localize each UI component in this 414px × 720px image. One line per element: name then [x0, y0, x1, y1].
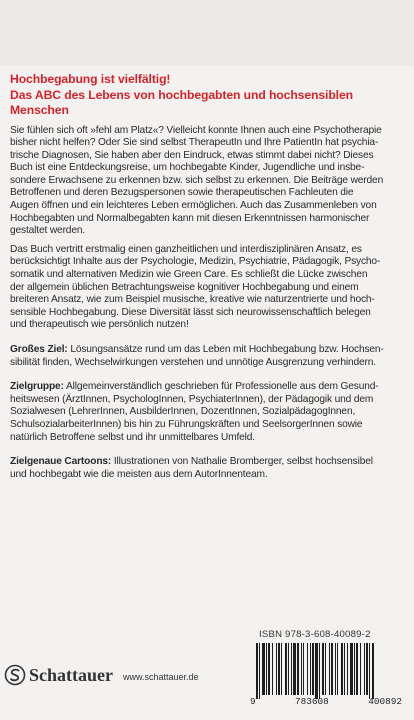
cartoons-line-2: und hochbegabt wie die meisten aus dem AutorInnenteam. [10, 468, 268, 480]
barcode-bar [337, 643, 338, 695]
headline-line-2: Das ABC des Lebens von hochbegabten und hochsensiblen Menschen [10, 87, 353, 117]
publisher-name: Schattauer [29, 664, 113, 685]
barcode-bar [322, 643, 324, 695]
intro-line: Sie fühlen sich oft »fehl am Platz«? Vielleicht konnte Ihnen auch eine Psychotherapie [10, 124, 382, 136]
barcode-digit-group-2: 400892 [368, 696, 402, 707]
intro-line: Betroffenen und deren Bezugspersonen sowie therapeutischen Fachleuten die [10, 187, 354, 199]
cartoons-text: Illustrationen von Nathalie Bromberger, selbst hochsensibel [111, 456, 373, 468]
barcode-bar [356, 643, 358, 695]
barcode-bar [259, 643, 260, 699]
barcode-bar [272, 643, 273, 695]
barcode-bar [366, 643, 368, 695]
top-band [0, 0, 414, 66]
publisher-url: www.schattauer.de [123, 672, 199, 682]
intro-line: Buch ist eine Entdeckungsreise, um hochbegabte Kinder, Jugendliche und insbe- [10, 162, 365, 174]
goal-label: Großes Ziel: [10, 344, 68, 355]
barcode-digit-group-1: 783608 [295, 696, 329, 707]
barcode-bar [325, 643, 326, 695]
cartoons-line-1 [10, 456, 406, 469]
publisher-logo [4, 664, 113, 686]
intro-paragraph [10, 125, 406, 238]
isbn-label: ISBN 978-3-608-40089-2 [259, 629, 371, 640]
headline [10, 72, 406, 119]
barcode-bar [307, 643, 308, 695]
barcode-bar [347, 643, 348, 695]
approach-line: der allgemein üblichen Betrachtungsweise kognitiver Hochbegabung und einem [10, 281, 359, 293]
intro-line: Hochbegabten und Normalbegabten kann mit diesen Erkenntnissen harmonischer [10, 212, 370, 224]
barcode-bar [276, 643, 277, 695]
barcode-bar [341, 643, 343, 695]
barcode-bar [331, 643, 333, 695]
barcode-bar [310, 643, 311, 695]
audience-line: Sozialwesen (LehrerInnen, AusbilderInnen, DozentInnen, SozialpädagogInnen, [10, 406, 356, 418]
barcode-bar [288, 643, 289, 695]
barcode-bar [262, 643, 265, 695]
intro-line: Augen öffnen und ein leichteres Leben ermöglichen. Auch das Zusammenleben von [10, 200, 377, 212]
barcode-bar [303, 643, 304, 695]
barcode-bar [329, 643, 330, 695]
barcode-bar [372, 643, 374, 699]
approach-line: und therapeutisch wie persönlich nutzen! [10, 319, 189, 331]
goal-paragraph [10, 344, 406, 369]
cartoons-paragraph [10, 456, 406, 481]
audience-text: Allgemeinverständlich geschrieben für Professionelle aus dem Gesund- [63, 381, 379, 393]
barcode-bar [281, 643, 282, 695]
barcode-bar [278, 643, 280, 695]
audience-label: Zielgruppe: [10, 381, 64, 393]
barcode-bar [354, 643, 355, 695]
barcode-bar [297, 643, 299, 695]
intro-line: trische Diagnosen, Sie haben aber den Eindruck, etwas stimmt dabei nicht? Dieses [10, 149, 374, 161]
barcode-bar [312, 643, 314, 695]
barcode-bar [293, 643, 296, 695]
intro-line: gestaltet werden. [10, 225, 86, 237]
barcode-bar [315, 643, 318, 699]
audience-line: natürlich Betroffene selbst und ihr unmittelbares Umfeld. [10, 431, 255, 443]
approach-paragraph [10, 244, 406, 332]
barcode-bar [291, 643, 292, 695]
audience-line-1 [10, 381, 406, 394]
approach-line: berücksichtigt Inhalte aus der Psychologie, Medizin, Psychiatrie, Pädagogik, Psycho- [10, 256, 381, 268]
barcode-bar [350, 643, 353, 695]
barcode-bar [344, 643, 345, 695]
approach-line: breiteren Ansatz, wie zum Beispiel musische, kreative wie naturzentrierte und hoch- [10, 294, 375, 306]
barcode-bar [268, 643, 270, 695]
barcode-bar [335, 643, 336, 695]
cartoons-label: Zielgenaue Cartoons: [10, 456, 112, 468]
approach-line: sensible Hochbegabung. Diese Diversität lässt sich neurowissenschaftlich belegen [10, 306, 371, 318]
publisher-emblem-icon [4, 664, 26, 686]
audience-line: heitswesen (ÄrztInnen, PsychologInnen, PsychiaterInnen), der Pädagogik und dem [10, 393, 374, 405]
approach-line: Das Buch vertritt erstmalig einen ganzheitlichen und interdisziplinären Ansatz, es [10, 243, 362, 255]
barcode-digits [250, 696, 402, 707]
barcode-bar [369, 643, 370, 699]
approach-line: somatik und alternativen Medizin wie Green Care. Es schließt die Lücke zwischen [10, 269, 368, 281]
intro-line: sondere Erwachsene zu erkennen bzw. sich selbst zu erkennen. Die Beiträge werden [10, 174, 384, 186]
audience-line: SchulsozialarbeiterInnen) bis hin zu Führungskräften und SeelsorgerInnen sowie [10, 418, 363, 430]
barcode-bar [256, 643, 258, 699]
barcode-bar [266, 643, 267, 695]
headline-line-1: Hochbegabung ist vielfältig! [10, 72, 171, 86]
barcode-bar [319, 643, 320, 699]
goal-line-2: sibilität finden, Wechselwirkungen verstehen und unnötige Ausgrenzung verhindern. [10, 356, 376, 368]
goal-text: Lösungsansätze rund um das Leben mit Hochbegabung bzw. Hochsen- [67, 344, 384, 355]
barcode-bar [285, 643, 287, 695]
audience-paragraph [10, 381, 406, 444]
barcode-bar [301, 643, 302, 695]
back-cover-text [10, 72, 406, 487]
intro-line: bisher nicht helfen? Oder Sie sind selbst TherapeutIn und Ihre PatientIn hat psychia- [10, 137, 379, 149]
barcode-bar [360, 643, 361, 695]
barcode-bar [364, 643, 365, 695]
barcode-digit-lead: 9 [250, 696, 256, 707]
goal-line-1 [10, 344, 406, 357]
